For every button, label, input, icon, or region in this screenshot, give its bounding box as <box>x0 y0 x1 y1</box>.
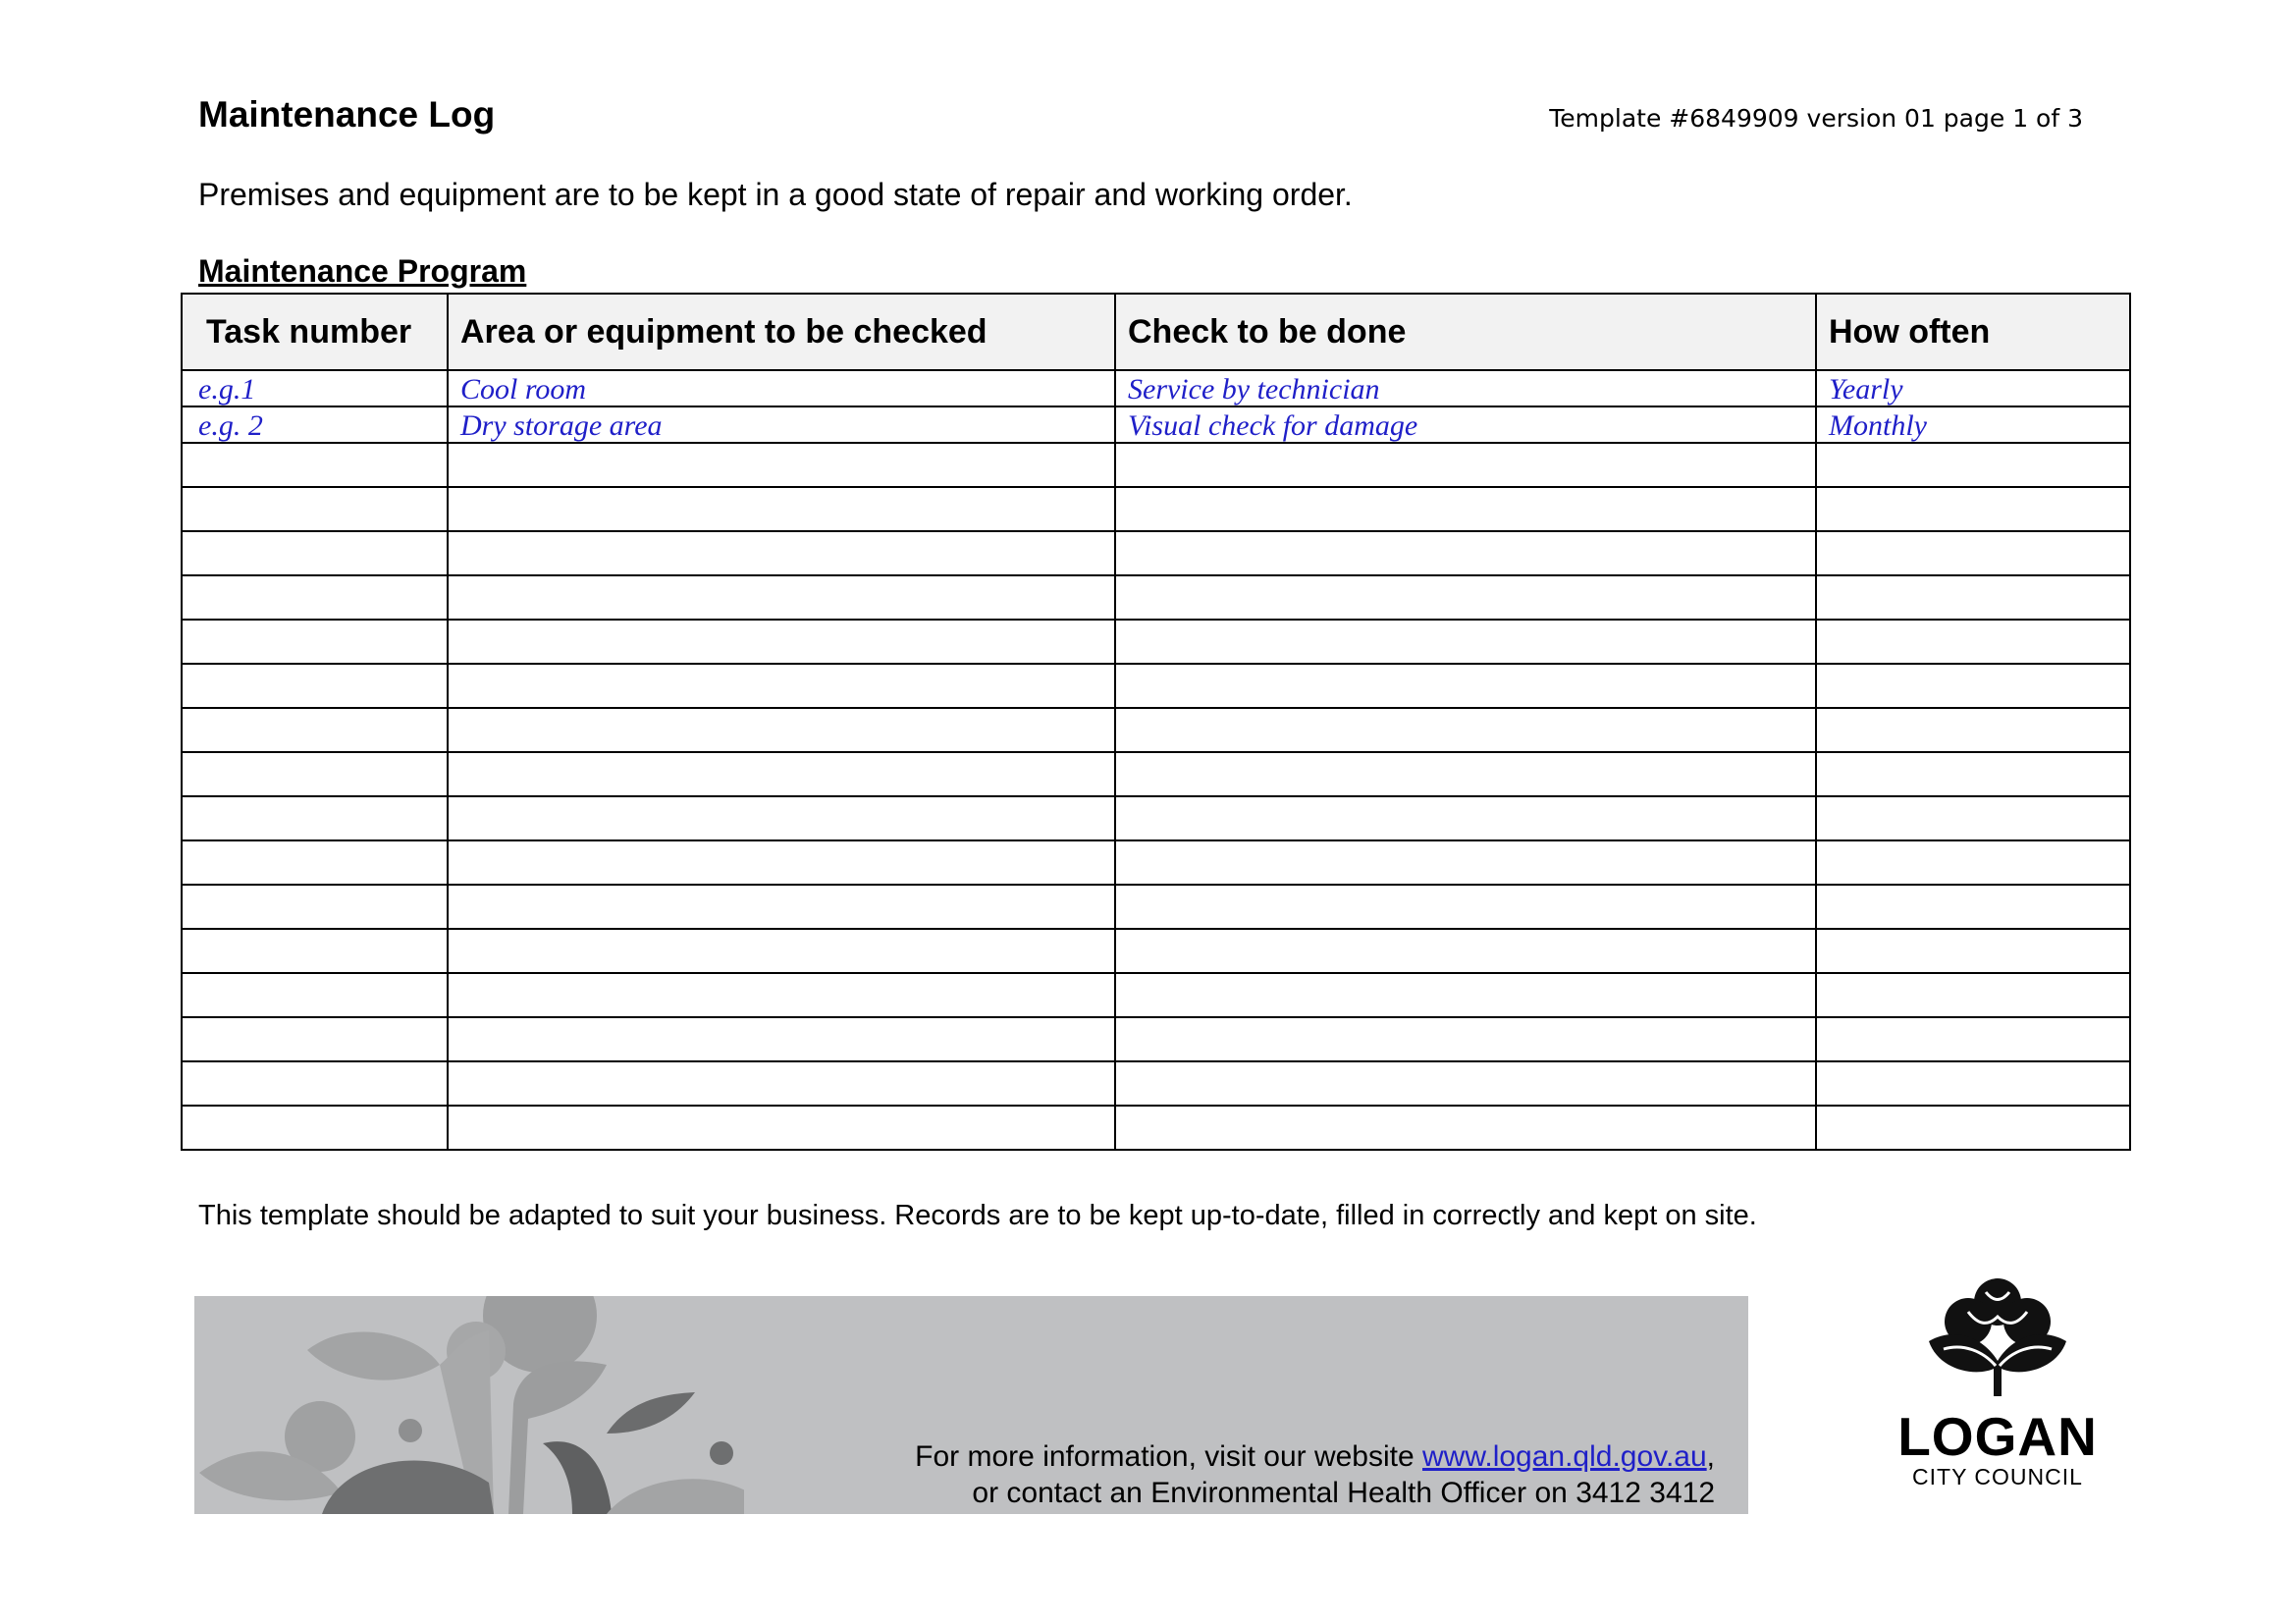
blank-entry-cell[interactable] <box>1115 664 1816 708</box>
document-title: Maintenance Log <box>198 94 496 135</box>
blank-entry-cell[interactable] <box>1816 1061 2130 1106</box>
blank-entry-cell[interactable] <box>448 973 1115 1017</box>
blank-entry-cell[interactable] <box>1115 885 1816 929</box>
blank-entry-cell[interactable] <box>182 1061 448 1106</box>
intro-text: Premises and equipment are to be kept in a good state of repair and working order. <box>198 177 1353 212</box>
blank-entry-cell[interactable] <box>182 531 448 575</box>
blank-entry-row <box>182 840 2130 885</box>
blank-entry-cell[interactable] <box>1816 973 2130 1017</box>
blank-entry-cell[interactable] <box>448 1106 1115 1150</box>
blank-entry-row <box>182 885 2130 929</box>
blank-entry-row <box>182 443 2130 487</box>
blank-entry-cell[interactable] <box>1816 796 2130 840</box>
blank-entry-cell[interactable] <box>448 796 1115 840</box>
blank-entry-cell[interactable] <box>448 487 1115 531</box>
example-cell: Yearly <box>1816 370 2130 406</box>
blank-entry-cell[interactable] <box>1115 487 1816 531</box>
footer-note: This template should be adapted to suit your business. Records are to be kept up-to-date, filled in correctly and kept on site. <box>198 1200 1757 1231</box>
blank-entry-cell[interactable] <box>448 531 1115 575</box>
blank-entry-cell[interactable] <box>1115 620 1816 664</box>
blank-entry-cell[interactable] <box>1115 796 1816 840</box>
blank-entry-cell[interactable] <box>1816 752 2130 796</box>
blank-entry-row <box>182 929 2130 973</box>
blank-entry-row <box>182 575 2130 620</box>
example-cell: Monthly <box>1816 406 2130 443</box>
blank-entry-row <box>182 1061 2130 1106</box>
blank-entry-cell[interactable] <box>1115 1061 1816 1106</box>
blank-entry-cell[interactable] <box>1115 1106 1816 1150</box>
example-cell: e.g. 2 <box>182 406 448 443</box>
blank-entry-cell[interactable] <box>1816 620 2130 664</box>
blank-entry-row <box>182 796 2130 840</box>
blank-entry-cell[interactable] <box>448 708 1115 752</box>
blank-entry-cell[interactable] <box>1115 929 1816 973</box>
blank-entry-cell[interactable] <box>1816 664 2130 708</box>
blank-entry-row <box>182 531 2130 575</box>
contact-line-2: or contact an Environmental Health Officer on 3412 3412 <box>972 1477 1715 1509</box>
blank-entry-row <box>182 1017 2130 1061</box>
logo-name: LOGAN <box>1897 1406 2098 1467</box>
blank-entry-cell[interactable] <box>1816 487 2130 531</box>
blank-entry-cell[interactable] <box>448 443 1115 487</box>
column-header-how-often: How often <box>1816 294 2130 370</box>
blank-entry-cell[interactable] <box>1816 840 2130 885</box>
blank-entry-cell[interactable] <box>182 443 448 487</box>
blank-entry-cell[interactable] <box>1816 885 2130 929</box>
blank-entry-cell[interactable] <box>182 929 448 973</box>
blank-entry-cell[interactable] <box>448 1017 1115 1061</box>
blank-entry-cell[interactable] <box>1816 443 2130 487</box>
logo-subtitle: CITY COUNCIL <box>1912 1464 2083 1489</box>
maintenance-table <box>181 293 2131 1151</box>
column-header-check: Check to be done <box>1115 294 1816 370</box>
example-cell: e.g.1 <box>182 370 448 406</box>
blank-entry-cell[interactable] <box>182 620 448 664</box>
blank-entry-cell[interactable] <box>182 1017 448 1061</box>
blank-entry-row <box>182 487 2130 531</box>
blank-entry-cell[interactable] <box>1115 752 1816 796</box>
blank-entry-row <box>182 708 2130 752</box>
blank-entry-row <box>182 752 2130 796</box>
section-heading: Maintenance Program <box>198 253 527 289</box>
blank-entry-cell[interactable] <box>1816 531 2130 575</box>
blank-entry-cell[interactable] <box>448 752 1115 796</box>
example-cell: Service by technician <box>1115 370 1816 406</box>
blank-entry-cell[interactable] <box>448 664 1115 708</box>
table-header-row <box>182 294 2130 370</box>
contact-line-1-suffix: , <box>1706 1440 1715 1473</box>
blank-entry-cell[interactable] <box>1816 929 2130 973</box>
column-header-task-number: Task number <box>182 294 448 370</box>
blank-entry-cell[interactable] <box>448 840 1115 885</box>
blank-entry-cell[interactable] <box>1115 973 1816 1017</box>
info-banner <box>194 1296 1748 1514</box>
example-row <box>182 370 2130 406</box>
blank-entry-cell[interactable] <box>1115 840 1816 885</box>
blank-entry-cell[interactable] <box>182 575 448 620</box>
blank-entry-cell[interactable] <box>1115 1017 1816 1061</box>
blank-entry-cell[interactable] <box>182 664 448 708</box>
decorative-plant-graphic <box>194 1296 744 1514</box>
blank-entry-cell[interactable] <box>1816 575 2130 620</box>
blank-entry-row <box>182 1106 2130 1150</box>
blank-entry-cell[interactable] <box>448 929 1115 973</box>
example-row <box>182 406 2130 443</box>
blank-entry-cell[interactable] <box>1115 531 1816 575</box>
blank-entry-cell[interactable] <box>182 885 448 929</box>
blank-entry-cell[interactable] <box>1115 708 1816 752</box>
example-cell: Cool room <box>448 370 1115 406</box>
blank-entry-cell[interactable] <box>448 885 1115 929</box>
example-cell: Visual check for damage <box>1115 406 1816 443</box>
blank-entry-row <box>182 973 2130 1017</box>
blank-entry-cell[interactable] <box>1816 1017 2130 1061</box>
blank-entry-cell[interactable] <box>1816 1106 2130 1150</box>
contact-line-1 <box>915 1438 1715 1475</box>
blank-entry-cell[interactable] <box>1115 575 1816 620</box>
blank-entry-cell[interactable] <box>182 708 448 752</box>
contact-info <box>915 1438 1715 1511</box>
blank-entry-cell[interactable] <box>182 796 448 840</box>
blank-entry-cell[interactable] <box>182 840 448 885</box>
blank-entry-cell[interactable] <box>182 752 448 796</box>
logan-city-council-logo <box>1894 1272 2102 1489</box>
blank-entry-cell[interactable] <box>448 620 1115 664</box>
template-reference: Template #6849909 version 01 page 1 of 3 <box>1549 104 2083 133</box>
blank-entry-cell[interactable] <box>1816 708 2130 752</box>
contact-line-1-prefix: For more information, visit our website <box>915 1440 1423 1473</box>
blank-entry-cell[interactable] <box>182 1106 448 1150</box>
blank-entry-cell[interactable] <box>182 973 448 1017</box>
column-header-area: Area or equipment to be checked <box>448 294 1115 370</box>
blank-entry-row <box>182 620 2130 664</box>
blank-entry-cell[interactable] <box>1115 443 1816 487</box>
example-cell: Dry storage area <box>448 406 1115 443</box>
council-website-link[interactable]: www.logan.qld.gov.au <box>1422 1440 1707 1473</box>
blank-entry-row <box>182 664 2130 708</box>
flower-emblem-icon <box>1909 1272 2086 1398</box>
blank-entry-cell[interactable] <box>182 487 448 531</box>
blank-entry-cell[interactable] <box>448 1061 1115 1106</box>
blank-entry-cell[interactable] <box>448 575 1115 620</box>
